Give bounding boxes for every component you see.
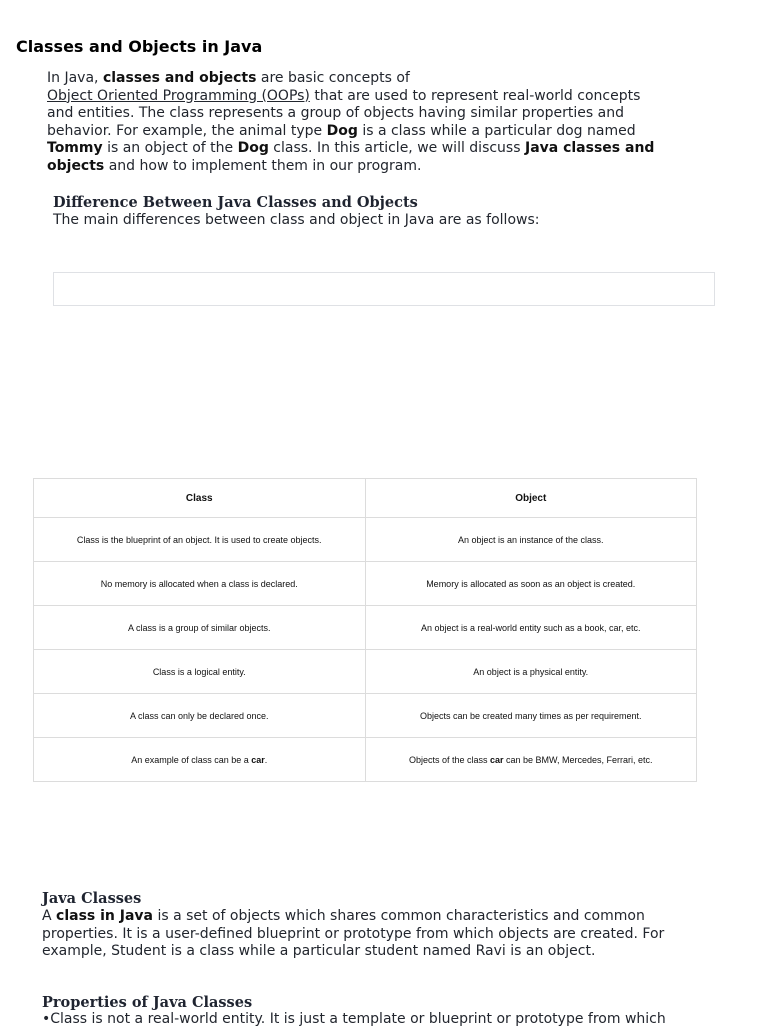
table-header-row <box>34 479 697 518</box>
intro-text: and how to implement them in our program. <box>104 157 422 174</box>
comparison-table <box>33 478 697 782</box>
difference-heading: Difference Between Java Classes and Objects <box>53 194 418 211</box>
intro-paragraph <box>47 70 667 175</box>
intro-bold: Dog <box>326 122 358 139</box>
table-row <box>34 738 697 782</box>
intro-text: is a class while a particular dog named <box>357 122 636 139</box>
para-bold: class in Java <box>56 908 153 924</box>
cell-bold: car <box>251 754 265 765</box>
table-row <box>34 606 697 650</box>
table-row <box>34 562 697 606</box>
table-cell: A class is a group of similar objects. <box>34 606 366 650</box>
intro-bold: classes and objects <box>102 70 257 86</box>
cell-text: can be BMW, Mercedes, Ferrari, etc. <box>503 754 653 765</box>
table-cell: Class is the blueprint of an object. It is used to create objects. <box>34 518 366 562</box>
empty-content-box <box>53 272 715 306</box>
table-row <box>34 650 697 694</box>
column-header-object: Object <box>365 479 697 518</box>
table-cell: An object is a physical entity. <box>365 650 697 694</box>
cell-text: Objects of the class <box>408 754 490 765</box>
table-cell: Objects can be created many times as per requirement. <box>365 694 697 738</box>
table-cell: An object is an instance of the class. <box>365 518 697 562</box>
cell-text: An example of class can be a <box>131 754 252 765</box>
oops-link[interactable]: Object Oriented Programming (OOPs) <box>47 87 310 104</box>
para-text: is a set of objects which shares common characteristics and common properties. It is a user-defined blueprint or prototype from which objects are created. For example, Student is a class while a particular student named Ravi is an object. <box>42 908 665 959</box>
properties-bullet: •Class is not a real-world entity. It is just a template or blueprint or prototype from which <box>42 1011 666 1027</box>
table-row <box>34 518 697 562</box>
properties-heading: Properties of Java Classes <box>42 994 253 1011</box>
table-cell: Memory is allocated as soon as an object is created. <box>365 562 697 606</box>
table-row <box>34 694 697 738</box>
table-cell <box>34 738 366 782</box>
java-classes-paragraph <box>42 908 702 961</box>
cell-bold: car <box>489 754 504 765</box>
column-header-class: Class <box>34 479 366 518</box>
table-cell <box>365 738 697 782</box>
intro-text: class. In this article, we will discuss <box>268 140 525 156</box>
intro-bold: Tommy <box>47 140 103 156</box>
intro-text: are basic concepts of <box>256 70 410 86</box>
page-title: Classes and Objects in Java <box>16 37 263 56</box>
intro-bold: Java classes and objects <box>47 140 655 174</box>
table-cell: A class can only be declared once. <box>34 694 366 738</box>
intro-text: In Java, <box>47 70 103 86</box>
table-cell: An object is a real-world entity such as a book, car, etc. <box>365 606 697 650</box>
table-cell: No memory is allocated when a class is declared. <box>34 562 366 606</box>
cell-text: . <box>264 754 268 765</box>
intro-bold: Dog <box>237 140 269 156</box>
java-classes-heading: Java Classes <box>42 890 142 907</box>
intro-text: that are used to represent real-world concepts and entities. The class represents a group of objects having similar properties and behavior. For example, the animal type <box>47 87 641 139</box>
table-cell: Class is a logical entity. <box>34 650 366 694</box>
para-text: A <box>42 908 57 924</box>
intro-text: is an object of the <box>102 140 238 156</box>
difference-text: The main differences between class and object in Java are as follows: <box>53 212 540 228</box>
